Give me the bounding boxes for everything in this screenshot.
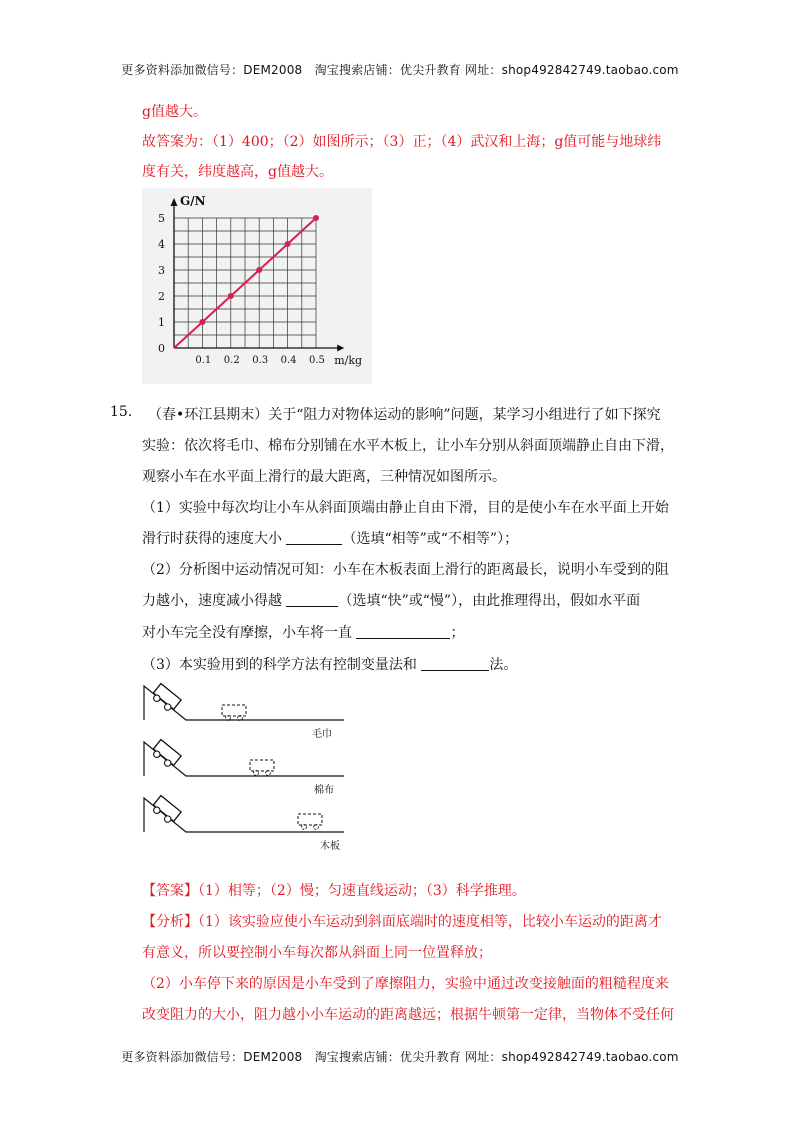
setup-wood bbox=[144, 796, 344, 852]
question-part-1b-pre: 滑行时获得的速度大小 bbox=[142, 531, 287, 547]
setup-towel bbox=[144, 684, 344, 740]
x-tick-label: 0.2 bbox=[223, 355, 240, 366]
stopped-cart-dashed bbox=[222, 705, 246, 720]
prev-answer-line-1: g值越大。 bbox=[142, 104, 207, 120]
answer-text: （1）相等；（2）慢；匀速直线运动；（3）科学推理。 bbox=[198, 883, 526, 899]
answer-blank-4[interactable] bbox=[421, 657, 489, 671]
question-part-1a: （1）实验中每次均让小车从斜面顶端由静止自由下滑，目的是使小车在水平面上开始 bbox=[142, 500, 669, 516]
g-m-chart bbox=[142, 188, 372, 384]
ramp-experiment-figure bbox=[140, 676, 350, 856]
stopped-cart-dashed bbox=[298, 814, 322, 829]
x-tick-label: 0.3 bbox=[252, 355, 269, 366]
analysis-line-4: 改变阻力的大小，阻力越小小车运动的距离越远；根据牛顿第一定律，当物体不受任何 bbox=[142, 1007, 674, 1023]
question-stem-2: 实验：依次将毛巾、棉布分别铺在水平木板上，让小车分别从斜面顶端静止自由下滑， bbox=[142, 438, 674, 454]
y-tick-label: 1 bbox=[158, 316, 165, 329]
prev-answer-line-3: 度有关，纬度越高，g值越大。 bbox=[142, 164, 333, 180]
surface-label-wood: 木板 bbox=[320, 841, 340, 852]
answer-line bbox=[142, 880, 526, 900]
question-part-2b-pre: 力越小，速度减小得越 bbox=[142, 593, 287, 609]
cart-icon bbox=[150, 796, 181, 826]
stopped-cart-dashed bbox=[250, 760, 274, 775]
analysis-line-2: 有意义，所以要控制小车每次都从斜面上同一位置释放； bbox=[142, 945, 492, 961]
data-point bbox=[285, 241, 291, 247]
question-part-1b-post: （选填“相等”或“不相等”）； bbox=[342, 531, 519, 547]
question-part-2b-post: （选填“快”或“慢”），由此推理得出，假如水平面 bbox=[338, 593, 641, 609]
setup-cotton bbox=[144, 740, 344, 796]
answer-blank-3[interactable] bbox=[356, 625, 450, 639]
prev-answer-line-2: 故答案为：（1）400；（2）如图所示；（3）正；（4）武汉和上海；g值可能与地球纬 bbox=[142, 134, 662, 150]
page-header: 更多资料添加微信号：DEM2008 淘宝搜索店铺：优尖升教育 网址：shop492842749.taobao.com bbox=[121, 63, 679, 77]
question-part-2c-post: ； bbox=[450, 625, 465, 641]
y-tick-label: 0 bbox=[158, 342, 165, 355]
question-part-2c bbox=[142, 622, 464, 642]
y-tick-label: 5 bbox=[158, 212, 165, 225]
y-axis-label: G/N bbox=[180, 194, 206, 208]
analysis-line-3: （2）小车停下来的原因是小车受到了摩擦阻力，实验中通过改变接触面的粗糙程度来 bbox=[142, 976, 669, 992]
page-footer: 更多资料添加微信号：DEM2008 淘宝搜索店铺：优尖升教育 网址：shop492842749.taobao.com bbox=[121, 1050, 679, 1064]
y-tick-label: 4 bbox=[158, 238, 165, 251]
surface-label-towel: 毛巾 bbox=[312, 729, 332, 740]
question-number: 15. bbox=[110, 404, 133, 420]
question-stem-3: 观察小车在水平面上滑行的最大距离，三种情况如图所示。 bbox=[142, 469, 506, 485]
surface-label-cotton: 棉布 bbox=[314, 785, 334, 796]
question-part-3-post: 法。 bbox=[489, 657, 518, 673]
data-point bbox=[228, 293, 234, 299]
x-tick-label: 0.5 bbox=[309, 355, 325, 366]
data-point bbox=[313, 215, 319, 221]
answer-tag: 【答案】 bbox=[142, 883, 198, 899]
data-point bbox=[256, 267, 262, 273]
question-part-2a: （2）分析图中运动情况可知：小车在木板表面上滑行的距离最长，说明小车受到的阻 bbox=[142, 562, 669, 578]
data-point bbox=[199, 319, 205, 325]
cart-icon bbox=[150, 684, 181, 714]
analysis-line-1 bbox=[142, 911, 662, 931]
question-part-2c-pre: 对小车完全没有摩擦，小车将一直 bbox=[142, 625, 357, 641]
x-tick-label: 0.4 bbox=[280, 355, 297, 366]
y-tick-label: 3 bbox=[158, 264, 165, 277]
question-stem-1: （春•环江县期末）关于“阻力对物体运动的影响”问题，某学习小组进行了如下探究 bbox=[148, 407, 661, 423]
question-part-3-pre: （3）本实验用到的科学方法有控制变量法和 bbox=[142, 657, 422, 673]
y-tick-label: 2 bbox=[158, 290, 165, 303]
x-axis-label: m/kg bbox=[334, 354, 363, 367]
cart-icon bbox=[150, 740, 181, 770]
question-part-3 bbox=[142, 654, 517, 674]
answer-blank-1[interactable] bbox=[286, 531, 342, 545]
analysis-text-1: （1）该实验应使小车运动到斜面底端时的速度相等，比较小车运动的距离才 bbox=[198, 914, 662, 930]
x-tick-label: 0.1 bbox=[195, 355, 212, 366]
answer-blank-2[interactable] bbox=[286, 593, 338, 607]
question-part-1b bbox=[142, 528, 518, 548]
question-part-2b bbox=[142, 590, 640, 610]
analysis-tag: 【分析】 bbox=[142, 914, 198, 930]
